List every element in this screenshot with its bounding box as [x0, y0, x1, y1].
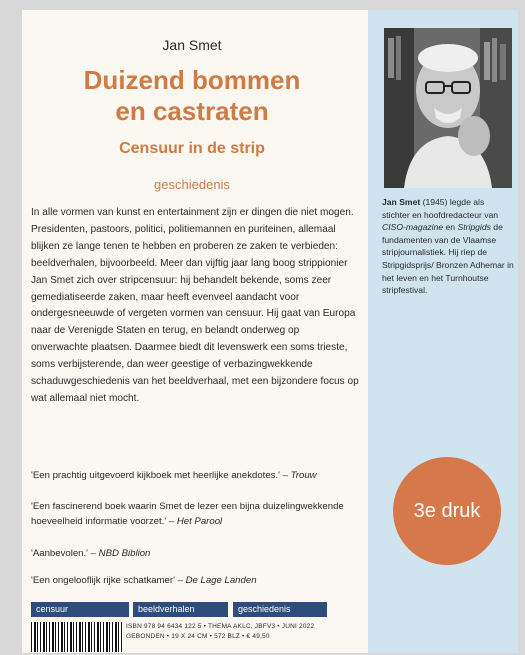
quote-text: 'Aanbevolen.' –: [31, 548, 99, 559]
book-subtitle: Censuur in de strip: [119, 140, 265, 157]
edition-badge: 3e druk: [393, 457, 501, 565]
review-quote: [31, 499, 361, 529]
review-quote: [31, 573, 361, 588]
tag-geschiedenis: geschiedenis: [233, 602, 327, 617]
tag-beeldverhalen: beeldverhalen: [133, 602, 228, 617]
quote-source: NBD Biblion: [98, 548, 151, 559]
author-portrait-image: [384, 28, 512, 188]
cover-main-column: [22, 10, 362, 653]
book-title: [22, 65, 362, 127]
tag-bar: [31, 602, 361, 617]
bio-magazine: CISO-magazine: [382, 222, 444, 233]
quote-source: Het Parool: [176, 516, 223, 527]
author-photo: [384, 28, 512, 188]
bio-author-name: Jan Smet: [382, 197, 421, 207]
quote-source: Trouw: [290, 470, 317, 481]
author-name: Jan Smet: [162, 37, 222, 53]
isbn-info: [126, 622, 362, 642]
quote-text: 'Een prachtig uitgevoerd kijkboek met heerlijke anekdotes.' –: [31, 470, 291, 481]
title-line-1: Duizend bommen: [83, 65, 301, 95]
title-line-2: en castraten: [115, 96, 269, 126]
review-quote: [31, 546, 361, 561]
bio-text: (1945) legde als stichter en hoofdredacteur van: [382, 197, 499, 220]
quote-text: 'Een fascinerend boek waarin Smet de lezer een bijna duizelingwekkende hoeveelheid informatie voorzet.' –: [31, 501, 344, 527]
bio-text: de fundamenten van de Vlaamse stripjournalistiek. Hij riep de Stripgidsprijs/ Bronzen Adhemar in het leven en het Turnhoutse stripfestival.: [382, 222, 514, 296]
author-panel: [368, 10, 518, 653]
blurb-text: In alle vormen van kunst en entertainment zijn er dingen die niet mogen. Presidenten, pastoors, politici, politiemannen en puriteinen, allemaal blijken ze lange tenen te hebben en proberen ze zaken te verbieden: beeldverhalen, bijvoorbeeld. Meer dan vijftig jaar lang boog strippionier Jan Smet zich over stripcensuur: hij behandelt bekende, soms zeer gemediatiseerde zaken, maar heeft evenveel aandacht voor ondergesneeuwde of vergeten vormen van censuur. Hij gaat van Europa naar de Verenigde Staten en terug, en belandt onderweg op onverwachte plaatsen. Daarmee biedt dit levenswerk een soms trieste, soms verbijsterende, dan weer geestige of verbazingwekkende schaduwgeschiedenis van het beeldverhaal, met een bijzondere focus op wat allemaal niet mocht.: [31, 207, 359, 404]
bio-magazine: Stripgids: [457, 222, 491, 233]
quote-source: De Lage Landen: [185, 575, 257, 586]
format-line: GEBONDEN • 19 X 24 CM • 572 BLZ • € 49,50: [126, 633, 270, 640]
author-bio: [382, 196, 514, 297]
quote-text: 'Een ongelooflijk rijke schatkamer' –: [31, 575, 186, 586]
genre-label: geschiedenis: [154, 177, 230, 192]
review-quote: [31, 468, 361, 483]
bio-text: en: [443, 222, 458, 233]
tag-censuur: censuur: [31, 602, 129, 617]
book-back-cover: [22, 10, 518, 653]
barcode: [31, 622, 123, 652]
isbn-line: ISBN 978 94 6434 122 5 • THEMA AKLC, JBFV3 • JUNI 2022: [126, 623, 315, 630]
